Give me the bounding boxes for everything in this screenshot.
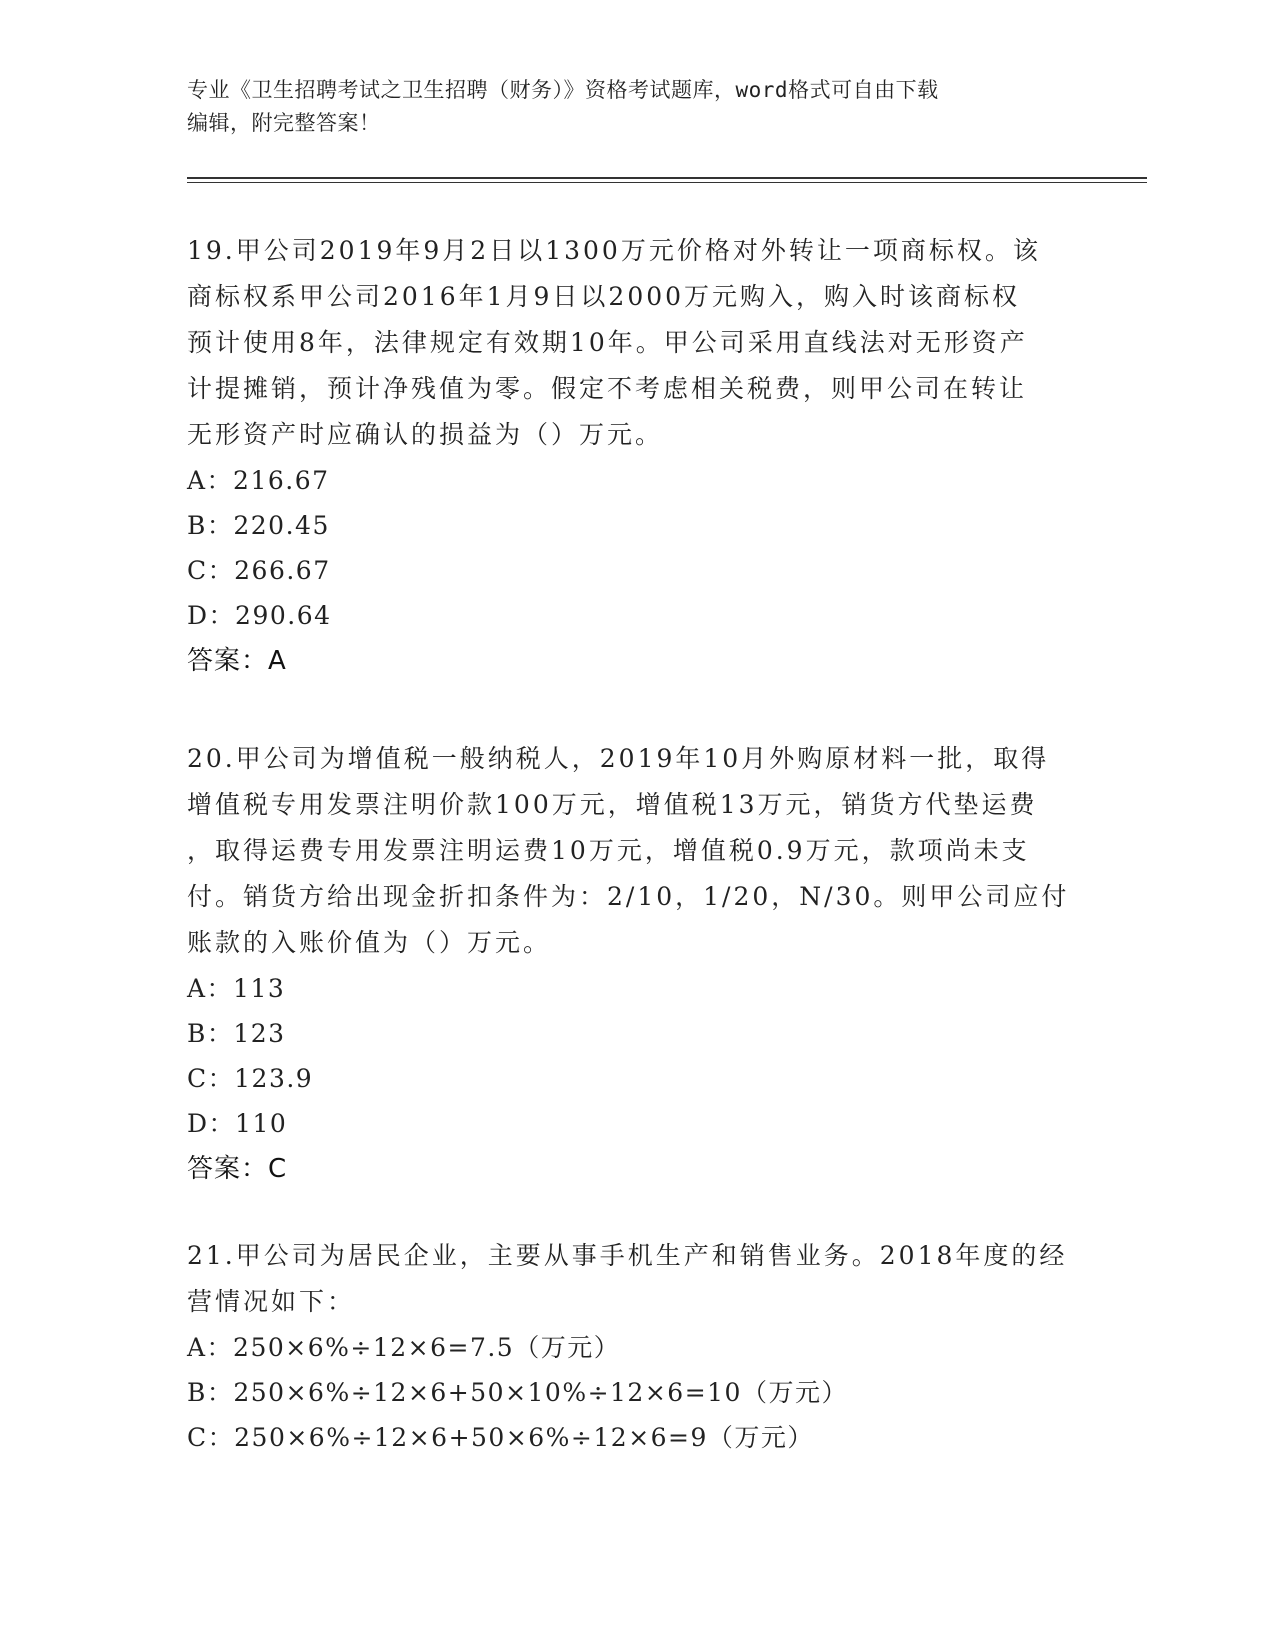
stem-line: 20.甲公司为增值税一般纳税人，2019年10月外购原材料一批，取得: [187, 744, 1050, 773]
option-b: B：123: [187, 1019, 286, 1048]
option-a: A：250×6%÷12×6=7.5（万元）: [187, 1333, 621, 1362]
question-19: [187, 228, 1067, 684]
header-line-1: 专业《卫生招聘考试之卫生招聘（财务）》资格考试题库，word格式可自由下载: [187, 78, 939, 102]
option-a: A：113: [187, 974, 286, 1003]
stem-line: 营情况如下：: [187, 1287, 356, 1316]
stem-line: 增值税专用发票注明价款100万元，增值税13万元，销货方代垫运费: [187, 790, 1038, 819]
option-b: B：250×6%÷12×6+50×10%÷12×6=10（万元）: [187, 1378, 848, 1407]
stem-line: 付。销货方给出现金折扣条件为：2/10，1/20，N/30。则甲公司应付: [187, 882, 1070, 911]
question-stem: [187, 1233, 1067, 1325]
option-c: C：250×6%÷12×6+50×6%÷12×6=9（万元）: [187, 1423, 814, 1452]
header-divider-thin: [187, 182, 1147, 183]
stem-line: 21.甲公司为居民企业，主要从事手机生产和销售业务。2018年度的经: [187, 1241, 1068, 1270]
stem-line: ，取得运费专用发票注明运费10万元，增值税0.9万元，款项尚未支: [187, 836, 1030, 865]
answer-label: 答案：A: [187, 646, 287, 676]
question-stem: [187, 736, 1070, 966]
option-a: A：216.67: [187, 466, 330, 495]
option-d: D：110: [187, 1109, 288, 1138]
stem-line: 预计使用8年，法律规定有效期10年。甲公司采用直线法对无形资产: [187, 328, 1028, 357]
answer-label: 答案：C: [187, 1154, 288, 1184]
option-c: C：266.67: [187, 556, 331, 585]
question-20: [187, 736, 1070, 1192]
stem-line: 无形资产时应确认的损益为（）万元。: [187, 420, 664, 449]
header-divider-thick: [187, 177, 1147, 179]
option-b: B：220.45: [187, 511, 330, 540]
stem-line: 商标权系甲公司2016年1月9日以2000万元购入，购入时该商标权: [187, 282, 1021, 311]
question-21: [187, 1233, 1067, 1460]
option-c: C：123.9: [187, 1064, 314, 1093]
header-line-2: 编辑，附完整答案！: [187, 111, 381, 135]
stem-line: 19.甲公司2019年9月2日以1300万元价格对外转让一项商标权。该: [187, 236, 1041, 265]
question-stem: [187, 228, 1067, 458]
document-header: [187, 74, 1087, 140]
stem-line: 计提摊销，预计净残值为零。假定不考虑相关税费，则甲公司在转让: [187, 374, 1028, 403]
stem-line: 账款的入账价值为（）万元。: [187, 928, 552, 957]
option-d: D：290.64: [187, 601, 332, 630]
